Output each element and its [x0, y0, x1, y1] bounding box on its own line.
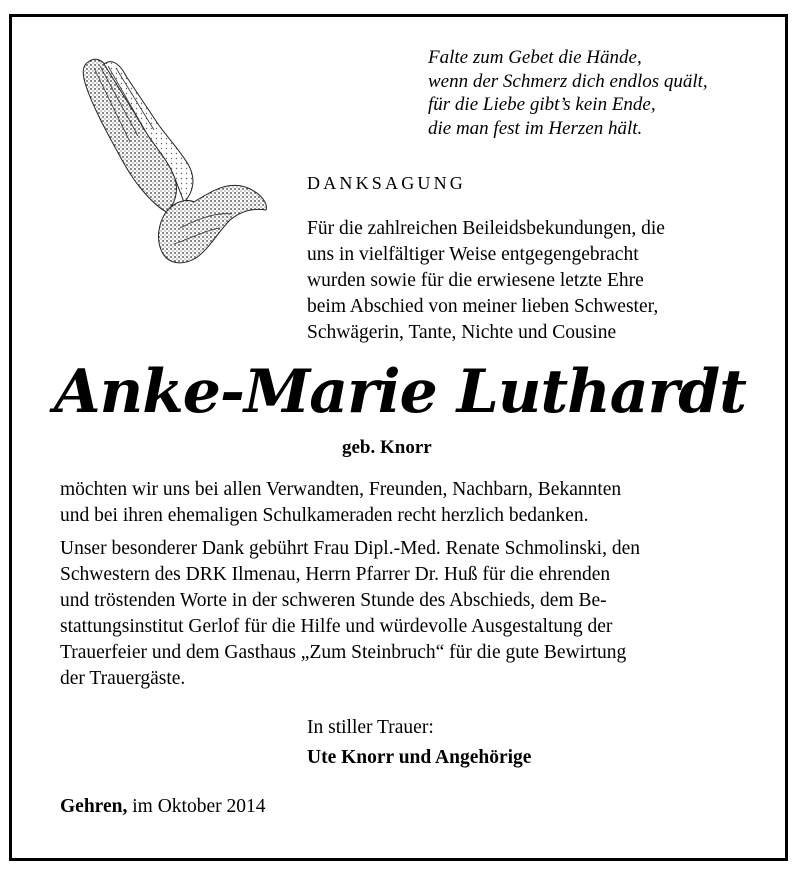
place-date [60, 796, 265, 818]
praying-hands-icon [70, 52, 270, 274]
closing-line: In stiller Trauer: [307, 717, 434, 738]
text-line: Für die zahlreichen Beileidsbekundungen, die [307, 218, 665, 239]
poem-line: Falte zum Gebet die Hände, [428, 47, 642, 68]
text-line: und tröstenden Worte in der schweren Stunde des Abschieds, dem Be- [60, 590, 607, 611]
paragraph-special-thanks [60, 536, 740, 692]
birth-name: geb. Knorr [342, 437, 432, 458]
signers: Ute Knorr und Angehörige [307, 747, 532, 768]
paragraph-thanks-relatives [60, 477, 740, 529]
deceased-name: Anke-Marie Luthardt [54, 357, 746, 427]
text-line: der Trauergäste. [60, 668, 186, 689]
thanks-text [307, 216, 741, 346]
closing [307, 713, 531, 773]
poem-line: wenn der Schmerz dich endlos quält, [428, 70, 708, 92]
poem [428, 46, 708, 140]
poem-line: für die Liebe gibt’s kein Ende, [428, 94, 656, 115]
place: Gehren, [60, 796, 128, 817]
text-line: wurden sowie für die erwiesene letzte Ehre [307, 270, 644, 291]
heading: DANKSAGUNG [307, 173, 467, 193]
poem-line: die man fest im Herzen hält. [428, 117, 643, 139]
text-line: Unser besonderer Dank gebührt Frau Dipl.-Med. Renate Schmolinski, den [60, 538, 640, 559]
text-line: und bei ihren ehemaligen Schulkameraden recht herzlich bedanken. [60, 505, 589, 526]
text-line: Schwägerin, Tante, Nichte und Cousine [307, 322, 617, 343]
date: im Oktober 2014 [132, 796, 266, 817]
text-line: beim Abschied von meiner lieben Schwester, [307, 296, 659, 317]
text-line: Trauerfeier und dem Gasthaus „Zum Steinbruch“ für die gute Bewirtung [60, 642, 627, 663]
text-line: uns in vielfältiger Weise entgegengebracht [307, 244, 639, 265]
text-line: stattungsinstitut Gerlof für die Hilfe und würdevolle Ausgestaltung der [60, 616, 613, 637]
text-line: möchten wir uns bei allen Verwandten, Freunden, Nachbarn, Bekannten [60, 479, 622, 500]
text-line: Schwestern des DRK Ilmenau, Herrn Pfarrer Dr. Huß für die ehrenden [60, 564, 611, 585]
